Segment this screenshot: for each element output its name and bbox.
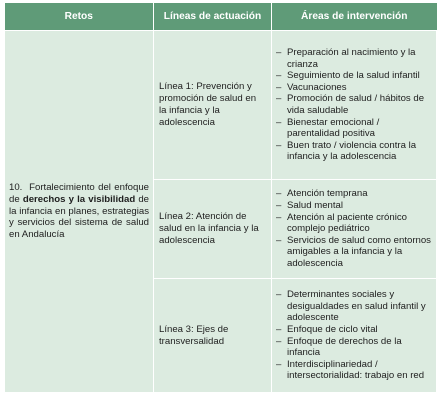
- list-item: – Enfoque de derechos de la infancia: [276, 335, 402, 359]
- areas-cell-1: [272, 31, 437, 180]
- dash-bullet-icon: –: [276, 234, 282, 246]
- areas-cell-3: [272, 279, 437, 393]
- table-header-row: [5, 3, 437, 31]
- dash-bullet-icon: –: [276, 289, 282, 301]
- areas-list-2: [276, 188, 432, 269]
- list-item: – Interdisciplinariedad / intersectorialidad: trabajo en red: [276, 358, 425, 382]
- dash-bullet-icon: –: [276, 200, 282, 212]
- reto-text: [9, 182, 149, 241]
- dash-bullet-icon: –: [276, 93, 282, 105]
- areas-list-3: [276, 289, 432, 382]
- list-item: – Atención temprana: [276, 188, 368, 200]
- header-lineas: Líneas de actuación: [154, 3, 272, 31]
- list-item: – Promoción de salud / hábitos de vida saludable: [276, 93, 425, 116]
- dash-bullet-icon: –: [276, 116, 282, 128]
- dash-bullet-icon: –: [276, 323, 282, 335]
- table-row-linea-1: [5, 31, 437, 180]
- dash-bullet-icon: –: [276, 70, 282, 82]
- dash-bullet-icon: –: [276, 188, 282, 200]
- list-item: – Servicios de salud como entornos amigables a la infancia y la adolescencia: [276, 234, 431, 269]
- reto-text-bold: derechos y la visibilidad: [22, 193, 136, 205]
- linea-3-label: Línea 3: Ejes de transversalidad: [159, 323, 229, 347]
- linea-cell-1: [154, 31, 272, 180]
- reto-text-part-2: de la infancia en planes, estrategias y servicios del sistema de salud en Andalucía: [9, 193, 150, 241]
- list-item: – Determinantes sociales y desigualdades en salud infantil y adolescente: [276, 289, 426, 324]
- list-item: – Atención al paciente crónico complejo pediátrico: [276, 211, 407, 235]
- reto-number: 10.: [9, 182, 23, 193]
- areas-cell-2: [272, 180, 437, 279]
- dash-bullet-icon: –: [276, 139, 282, 151]
- list-item: – Bienestar emocional / parentalidad positiva: [276, 116, 380, 140]
- list-item: – Enfoque de ciclo vital: [276, 323, 378, 335]
- list-item: – Vacunaciones: [276, 81, 347, 93]
- reto-text-part-1: Fortalecimiento del enfoque de: [9, 182, 149, 205]
- list-item: – Buen trato / violencia contra la infancia y la adolescencia: [276, 139, 417, 163]
- header-retos: Retos: [5, 3, 154, 31]
- linea-cell-2: [154, 180, 272, 279]
- list-item: – Salud mental: [276, 200, 343, 212]
- dash-bullet-icon: –: [276, 81, 282, 93]
- dash-bullet-icon: –: [276, 47, 282, 59]
- linea-2-label: Línea 2: Atención de salud en la infancia y la adolescencia: [159, 211, 259, 246]
- header-areas: Áreas de intervención: [272, 3, 437, 31]
- list-item: – Preparación al nacimiento y la crianza: [276, 47, 416, 70]
- linea-cell-3: [154, 279, 272, 393]
- dash-bullet-icon: –: [276, 335, 282, 347]
- dash-bullet-icon: –: [276, 211, 282, 223]
- reto-cell: [5, 31, 154, 393]
- linea-1-label: Línea 1: Prevención y promoción de salud en la infancia y la adolescencia: [159, 81, 257, 128]
- dash-bullet-icon: –: [276, 358, 282, 370]
- strategy-table: [4, 3, 437, 393]
- areas-list-1: [276, 47, 432, 163]
- list-item: – Seguimiento de la salud infantil: [276, 70, 420, 82]
